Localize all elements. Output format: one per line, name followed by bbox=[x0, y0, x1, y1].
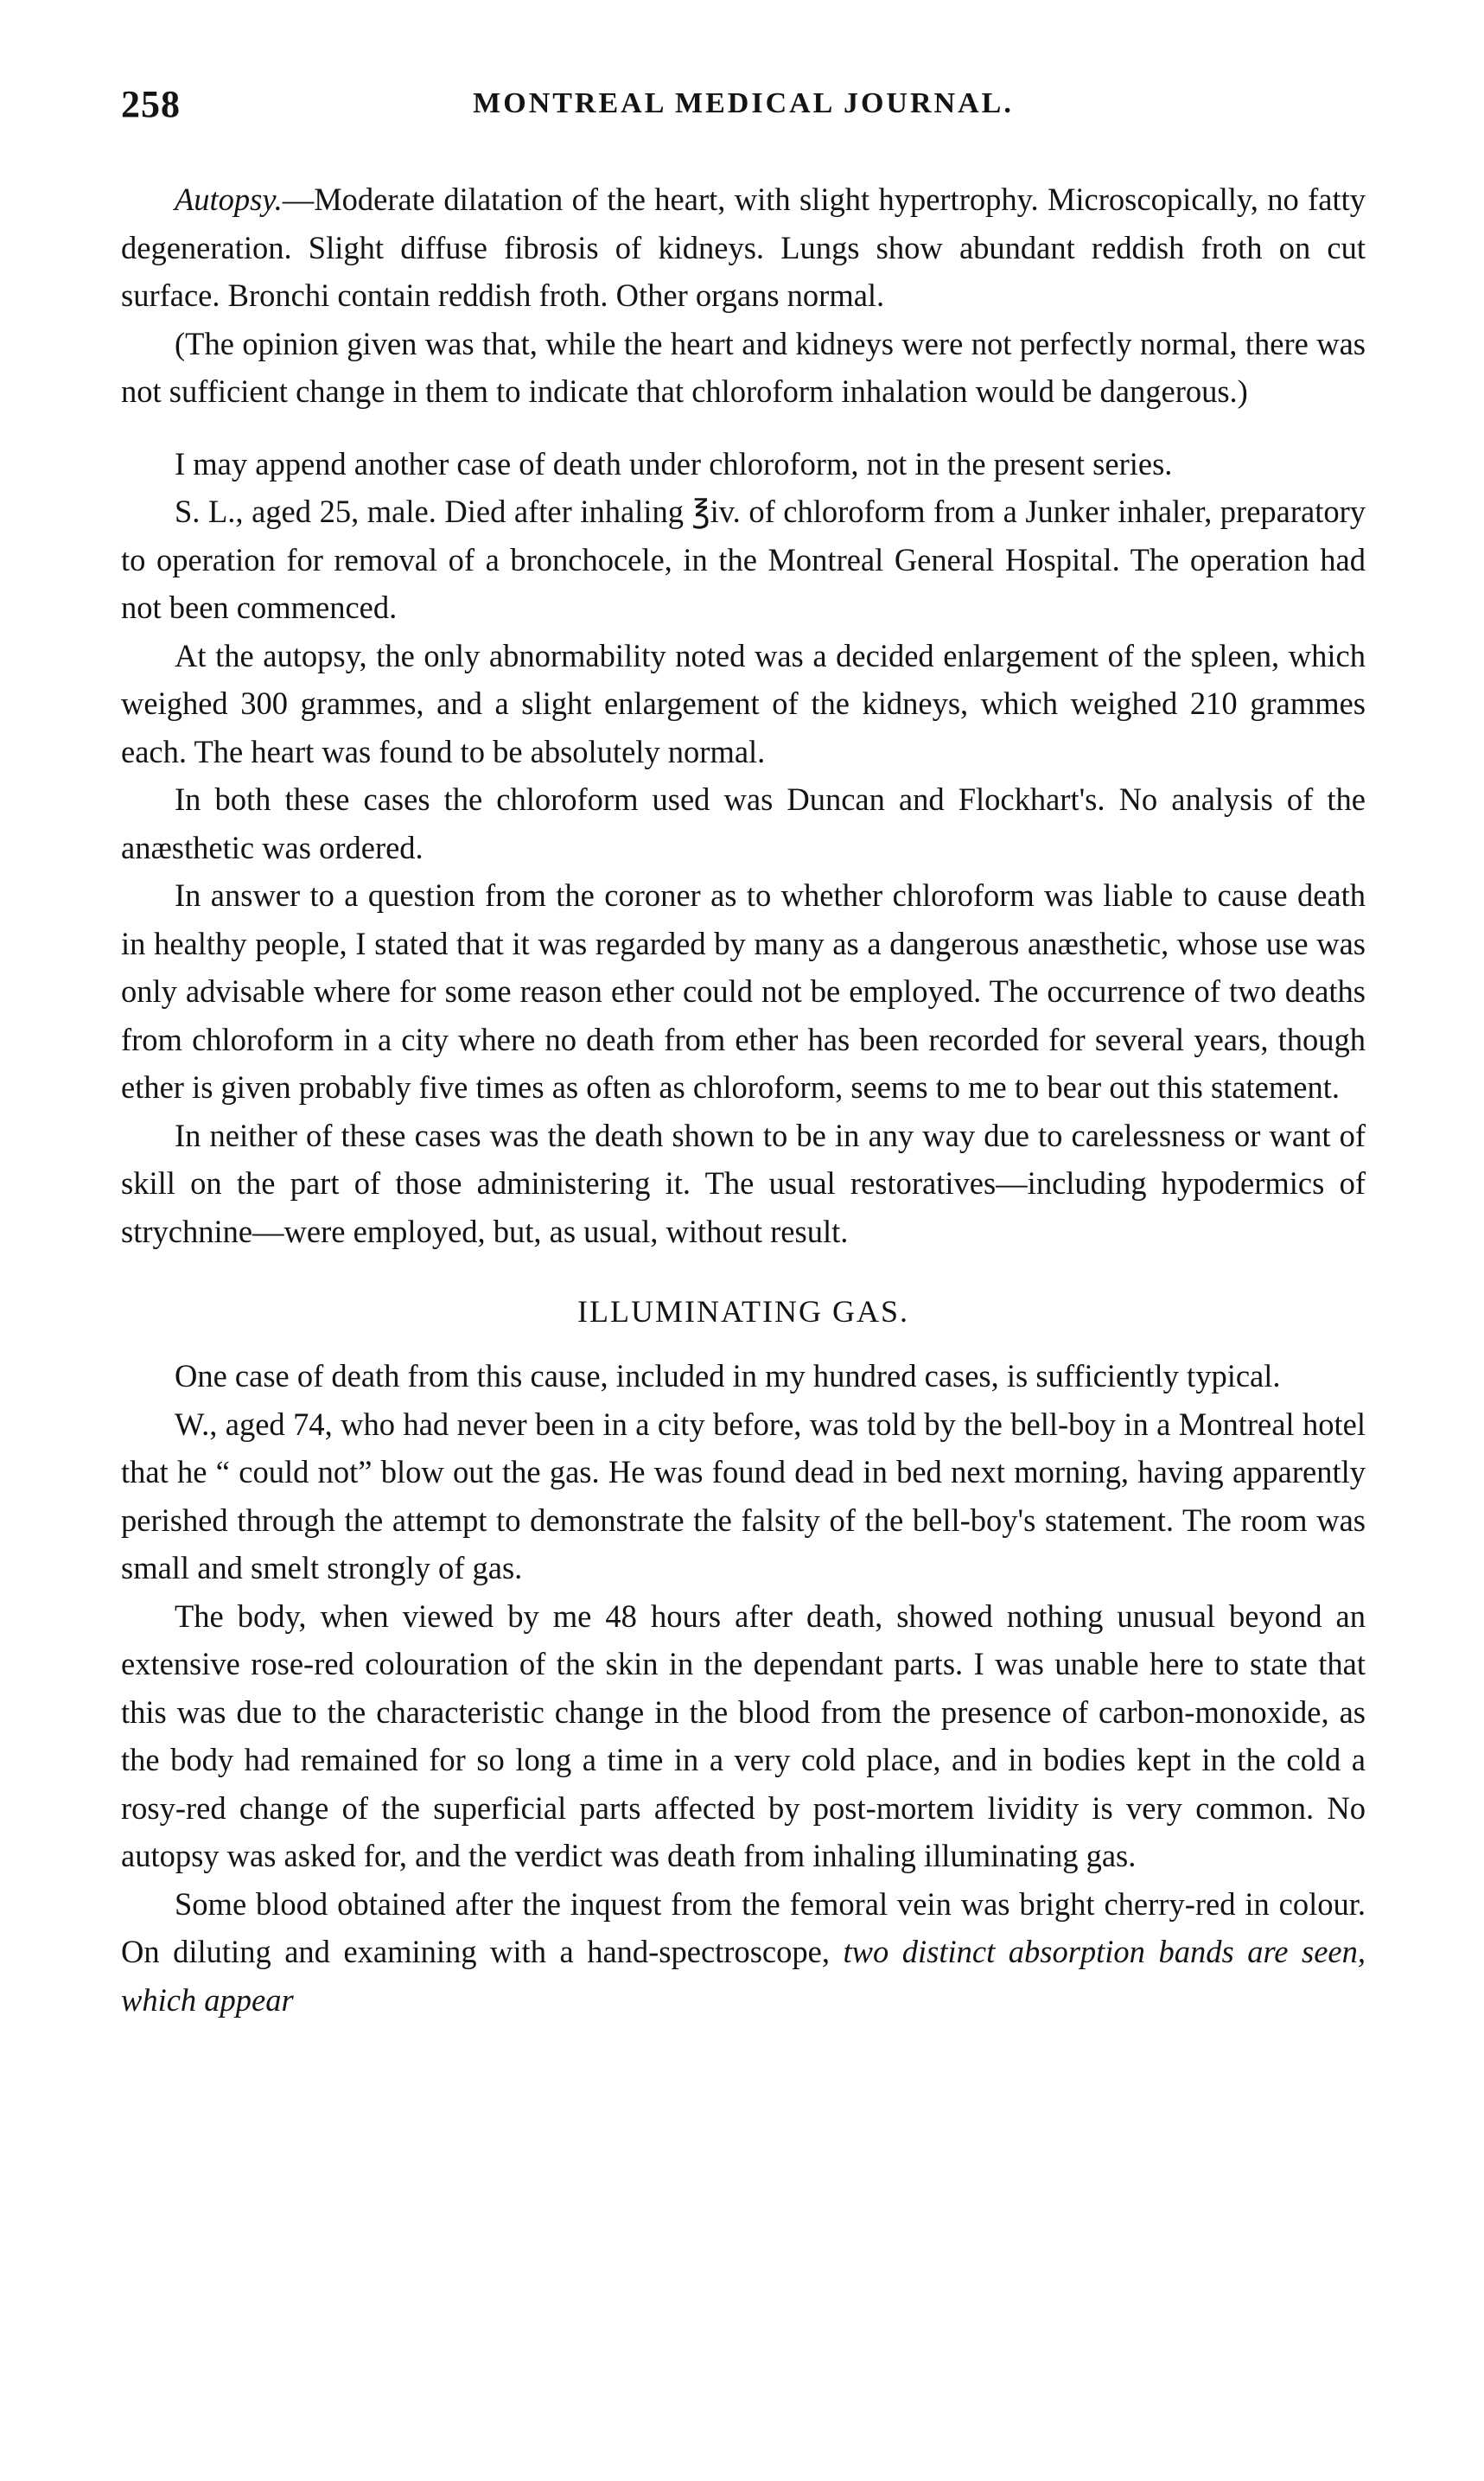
running-head bbox=[121, 82, 1366, 134]
journal-title: MONTREAL MEDICAL JOURNAL. bbox=[473, 87, 1014, 119]
append-case-paragraph: I may append another case of death under chloroform, not in the present series. bbox=[175, 445, 1173, 482]
autopsy-paragraph bbox=[121, 175, 1366, 320]
article-body bbox=[121, 175, 1366, 2024]
absorption-bands-text: two distinct absorption bands are seen, which appear bbox=[121, 1934, 1366, 2018]
chloroform-source-paragraph: In both these cases the chloroform used was Duncan and Flockhart's. No analysis of the anæsthetic was ordered. bbox=[121, 781, 1366, 865]
carelessness-paragraph: In neither of these cases was the death shown to be in any way due to carelessness or want of skill on the part of those administering it. The usual restoratives—including hypodermics of strychnine—were employed, but, as usual, without result. bbox=[121, 1117, 1366, 1249]
page-number: 258 bbox=[121, 83, 181, 125]
gas-intro-paragraph: One case of death from this cause, included in my hundred cases, is sufficiently typical. bbox=[175, 1358, 1281, 1394]
case-w-paragraph: W., aged 74, who had never been in a city before, was told by the bell-boy in a Montreal hotel that he “ could not” blow out the gas. He was found dead in bed next morning, having apparently perished through the attempt to demonstrate the falsity of the bell-boy's statement. The room was small and smelt strongly of gas. bbox=[121, 1406, 1366, 1585]
journal-page bbox=[121, 82, 1366, 2024]
body-examination-paragraph: The body, when viewed by me 48 hours after death, showed nothing unusual beyond an extensive rose-red colouration of the skin in the dependant parts. I was unable here to state that this was due to the characteristic change in the blood from the presence of carbon-monoxide, as the body had remained for so long a time in a very cold place, and in bodies kept in the cold a rosy-red change of the superficial parts affected by post-mortem lividity is very common. No autopsy was asked for, and the verdict was death from inhaling illuminating gas. bbox=[121, 1598, 1366, 1873]
blood-text: Some blood obtained after the inquest from the femoral vein was bright cherry-red in colour. On diluting and examining with a hand-spectroscope, bbox=[121, 1885, 1366, 1969]
case-sl-paragraph: S. L., aged 25, male. Died after inhaling ℥iv. of chloroform from a Junker inhaler, preparatory to operation for removal of a bronchocele, in the Montreal General Hospital. The operation had not been commenced. bbox=[121, 494, 1366, 625]
section-heading: ILLUMINATING GAS. bbox=[577, 1294, 909, 1329]
blood-spectroscope-paragraph bbox=[121, 1880, 1366, 2025]
autopsy-lead: Autopsy. bbox=[175, 182, 283, 217]
opinion-paragraph: (The opinion given was that, while the heart and kidneys were not perfectly normal, there was not sufficient change in them to indicate that chloroform inhalation would be dangerous.) bbox=[121, 325, 1366, 409]
autopsy-text: —Moderate dilatation of the heart, with slight hypertrophy. Microscopically, no fatty degeneration. Slight diffuse fibrosis of kidneys. Lungs show abundant reddish froth on cut surface. Bronchi contain reddish froth. Other organs normal. bbox=[121, 182, 1366, 313]
coroner-answer-paragraph: In answer to a question from the coroner as to whether chloroform was liable to cause death in healthy people, I stated that it was regarded by many as a dangerous anæsthetic, whose use was only advisable where for some reason ether could not be employed. The occurrence of two deaths from chloroform in a city where no death from ether has been recorded for several years, though ether is given probably five times as often as chloroform, seems to me to bear out this statement. bbox=[121, 877, 1366, 1105]
sl-autopsy-paragraph: At the autopsy, the only abnormability noted was a decided enlargement of the spleen, which weighed 300 grammes, and a slight enlargement of the kidneys, which weighed 210 grammes each. The heart was found to be absolutely normal. bbox=[121, 637, 1366, 769]
